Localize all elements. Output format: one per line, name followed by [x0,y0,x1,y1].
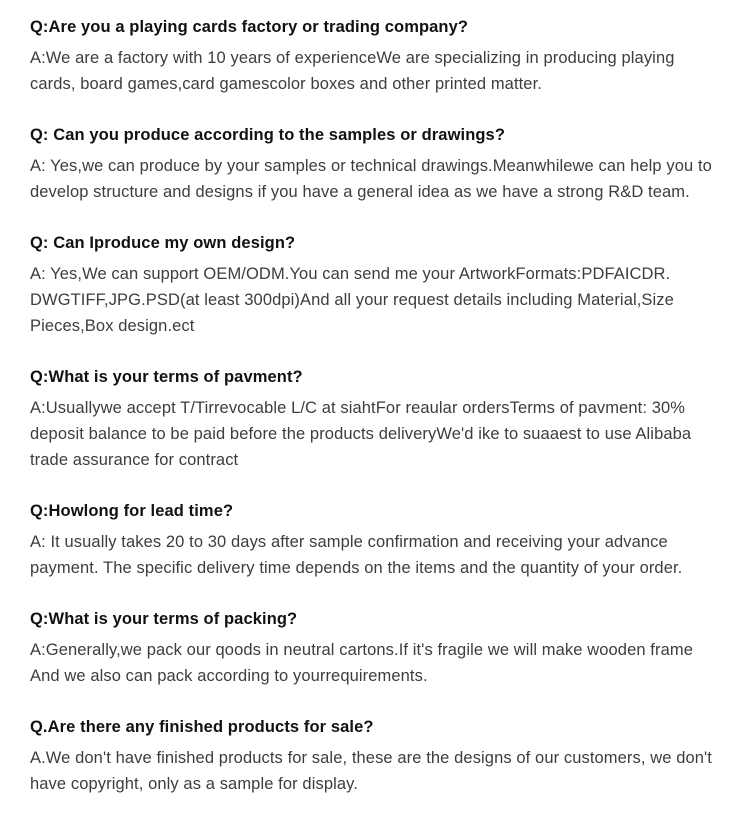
faq-answer: A: It usually takes 20 to 30 days after sample confirmation and receiving your advance payment. The specific delivery time depends on the items and the quantity of your order. [30,533,683,578]
faq-question: Q: Can you produce according to the samples or drawings? [30,126,506,145]
faq-answer: A:Usuallywe accept T/Tirrevocable L/C at siahtFor reaular ordersTerms of pavment: 30% deposit balance to be paid before the products deliveryWe'd ike to suaaest to use Alibaba trade assurance for contract [30,399,692,470]
faq-item [30,608,720,689]
faq-question: Q.Are there any finished products for sale? [30,718,374,737]
faq-answer: A: Yes,we can produce by your samples or technical drawings.Meanwhilewe can help you to develop structure and designs if you have a general idea as we have a strong R&D team. [30,156,712,202]
faq-question: Q:What is your terms of pavment? [30,368,303,387]
faq-question: Q:Howlong for lead time? [30,502,234,521]
faq-question: Q: Can Iproduce my own design? [30,234,296,253]
faq-item [30,232,720,339]
faq-question: Q:What is your terms of packing? [30,610,298,629]
faq-item [30,16,720,97]
faq-answer: A.We don't have finished products for sale, these are the designs of our customers, we don't have copyright, only as a sample for display. [30,749,712,794]
faq-item [30,500,720,581]
faq-answer: A:We are a factory with 10 years of experienceWe are specializing in producing playing cards, board games,card gamescolor boxes and other printed matter. [30,48,675,93]
faq-question: Q:Are you a playing cards factory or trading company? [30,18,469,36]
faq-item [30,366,720,473]
faq-item [30,716,720,797]
faq-answer: A:Generally,we pack our qoods in neutral cartons.If it's fragile we will make wooden frame And we also can pack according to yourrequirements. [30,641,693,686]
faq-answer: A: Yes,We can support OEM/ODM.You can send me your ArtworkFormats:PDFAICDR. DWGTIFF,JPG.PSD(at least 300dpi)And all your request details including Material,Size Pieces,Box design.ect [30,265,674,336]
faq-item [30,124,720,205]
